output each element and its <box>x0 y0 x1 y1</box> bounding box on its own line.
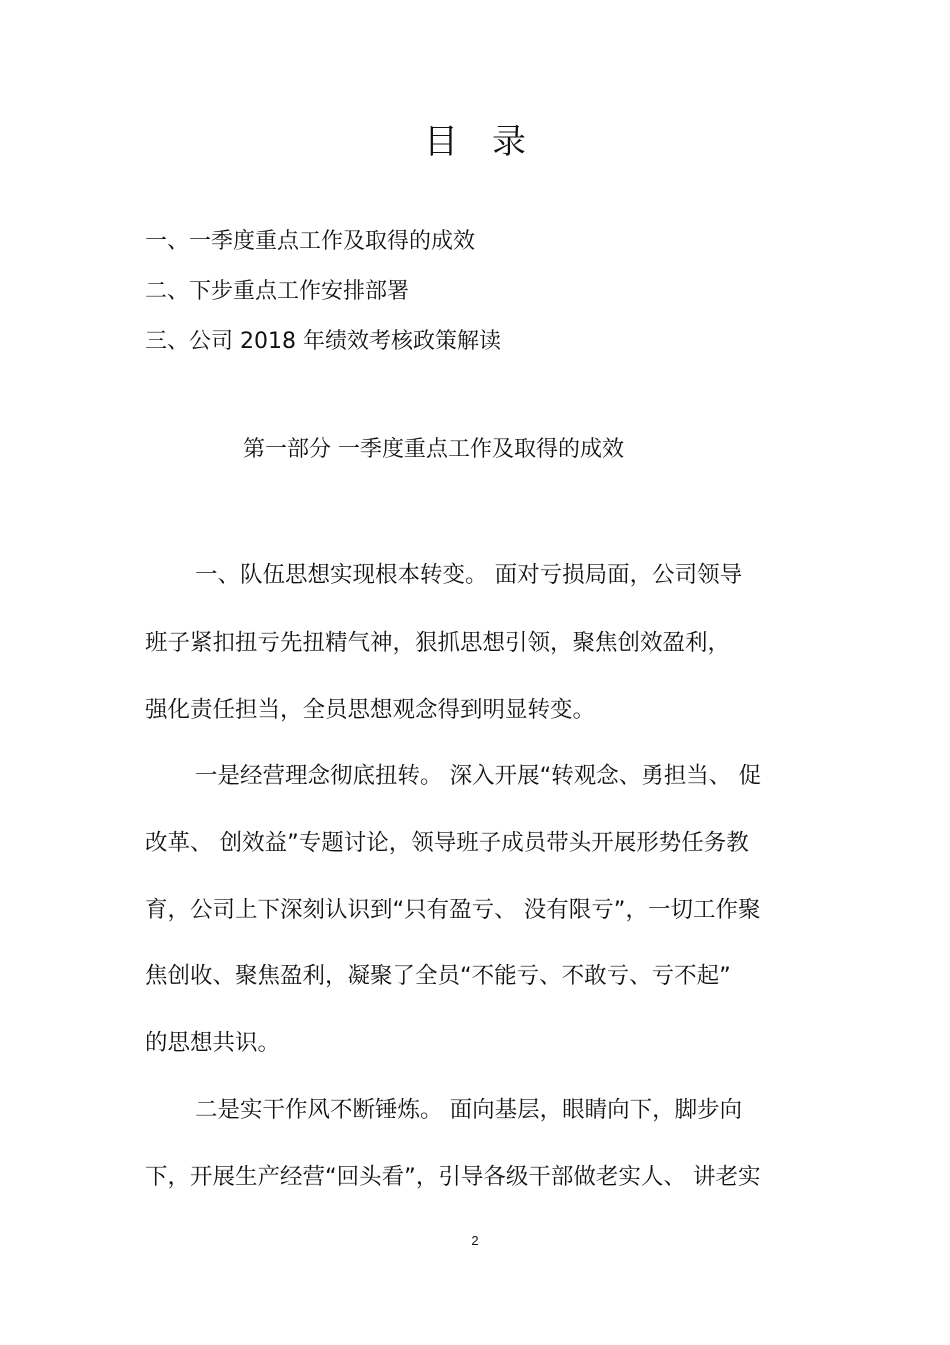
toc-title: 目 录 <box>424 122 526 162</box>
paragraph-line: 的思想共识。 <box>145 1030 281 1056</box>
paragraph-line: 二是实干作风不断锤炼。 面向基层，眼睛向下，脚步向 <box>195 1097 743 1123</box>
toc-item-3: 三、公司 2018 年绩效考核政策解读 <box>145 329 501 354</box>
toc-item-2: 二、下步重点工作安排部署 <box>145 279 410 304</box>
paragraph-line: 育，公司上下深刻认识到“只有盈亏、 没有限亏”，一切工作聚 <box>145 897 761 923</box>
paragraph-line: 焦创收、聚焦盈利，凝聚了全员“不能亏、不敢亏、亏不起” <box>145 963 731 989</box>
paragraph-line: 下，开展生产经营“回头看”，引导各级干部做老实人、 讲老实 <box>145 1164 761 1190</box>
paragraph-line: 一是经营理念彻底扭转。 深入开展“转观念、勇担当、 促 <box>195 763 761 789</box>
paragraph-line: 强化责任担当，全员思想观念得到明显转变。 <box>145 697 596 723</box>
paragraph-line: 改革、 创效益”专题讨论，领导班子成员带头开展形势任务教 <box>145 830 749 856</box>
page-number: 2 <box>471 1233 479 1248</box>
paragraph-line: 班子紧扣扭亏先扭精气神，狠抓思想引领，聚焦创效盈利， <box>145 630 731 656</box>
toc-item-1: 一、一季度重点工作及取得的成效 <box>145 229 476 254</box>
paragraph-line: 一、队伍思想实现根本转变。 面对亏损局面，公司领导 <box>195 562 743 588</box>
section-heading: 第一部分 一季度重点工作及取得的成效 <box>243 437 624 462</box>
